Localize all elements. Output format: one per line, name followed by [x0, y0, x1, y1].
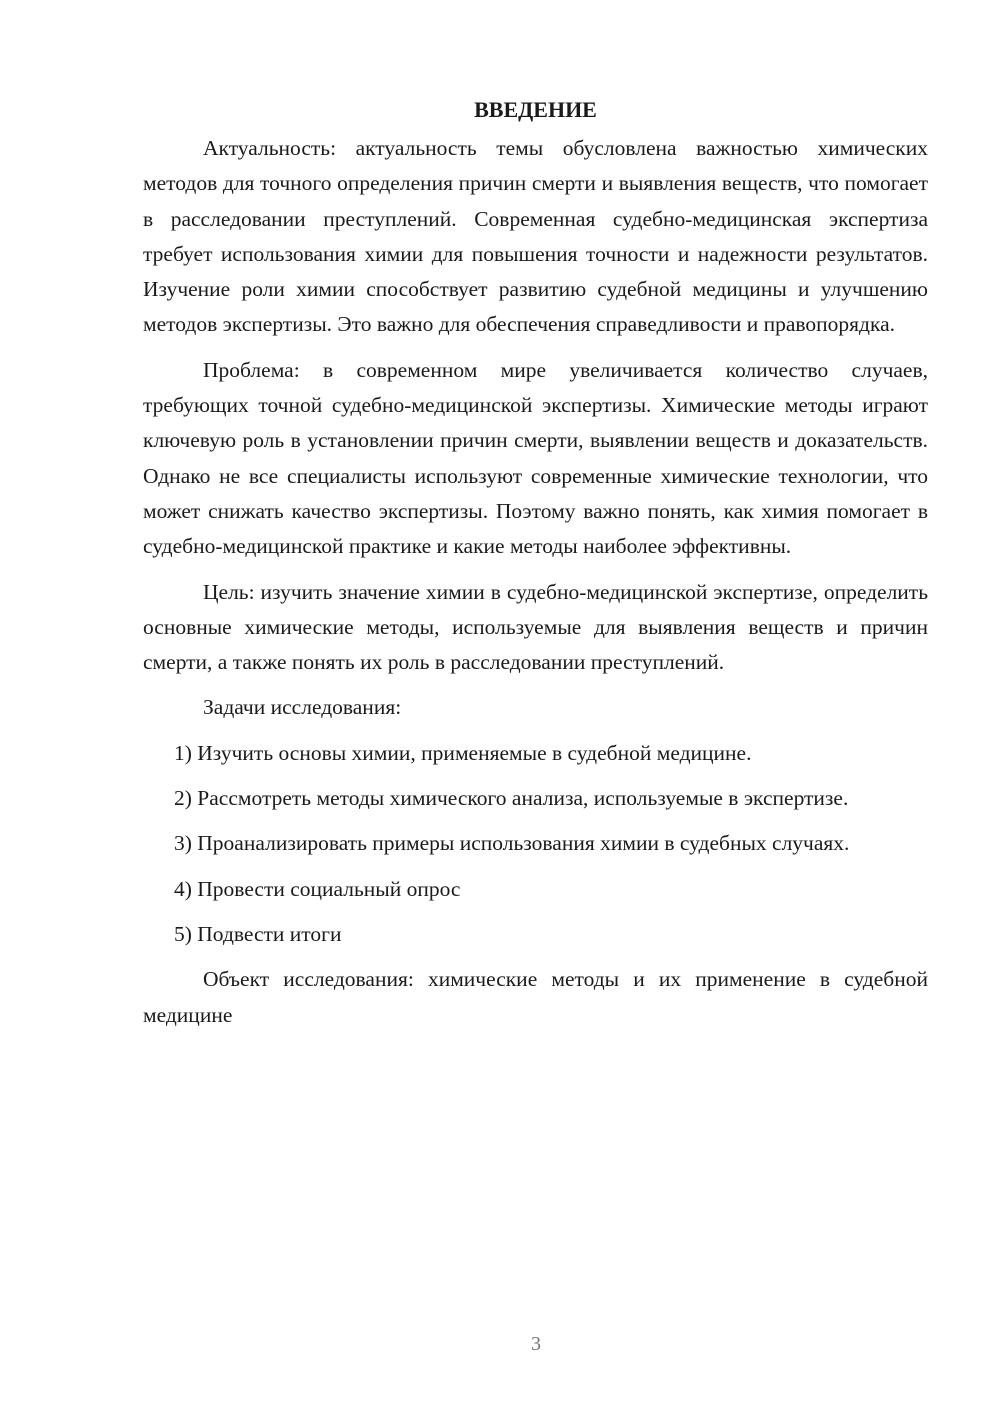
task-item: 1) Изучить основы химии, применяемые в судебной медицине. [174, 740, 752, 765]
page-number: 3 [531, 1333, 541, 1355]
document-page [143, 92, 928, 1033]
paragraph-problem: Проблема: в современном мире увеличивается количество случаев, требующих точной судебно-медицинской экспертизы. Химические методы играют ключевую роль в установлении причин смерти, выявлении веществ и доказательств. Однако не все специалисты используют современные химические технологии, что может снижать качество экспертизы. Поэтому важно понять, как химия помогает в судебно-медицинской практике и какие методы наиболее эффективны. [143, 357, 928, 559]
task-item: 4) Провести социальный опрос [174, 876, 461, 901]
paragraph-relevance: Актуальность: актуальность темы обусловлена важностью химических методов для точного определения причин смерти и выявления веществ, что помогает в расследовании преступлений. Современная судебно-медицинская экспертиза требует использования химии для повышения точности и надежности результатов. Изучение роли химии способствует развитию судебной медицины и улучшению методов экспертизы. Это важно для обеспечения справедливости и правопорядка. [143, 136, 928, 337]
tasks-list [143, 736, 928, 952]
tasks-heading: Задачи исследования: [203, 695, 402, 720]
paragraph-goal: Цель: изучить значение химии в судебно-медицинской экспертизе, определить основные химические методы, используемые для выявления веществ и причин смерти, а также понять их роль в расследовании преступлений. [143, 579, 928, 675]
task-item: 5) Подвести итоги [174, 921, 342, 946]
document-title: ВВЕДЕНИЕ [474, 97, 597, 122]
task-item: 2) Рассмотреть методы химического анализа, используемые в экспертизе. [174, 786, 849, 811]
paragraph-object: Объект исследования: химические методы и их применение в судебной медицине [143, 967, 928, 1027]
task-item: 3) Проанализировать примеры использования химии в судебных случаях. [174, 831, 850, 856]
